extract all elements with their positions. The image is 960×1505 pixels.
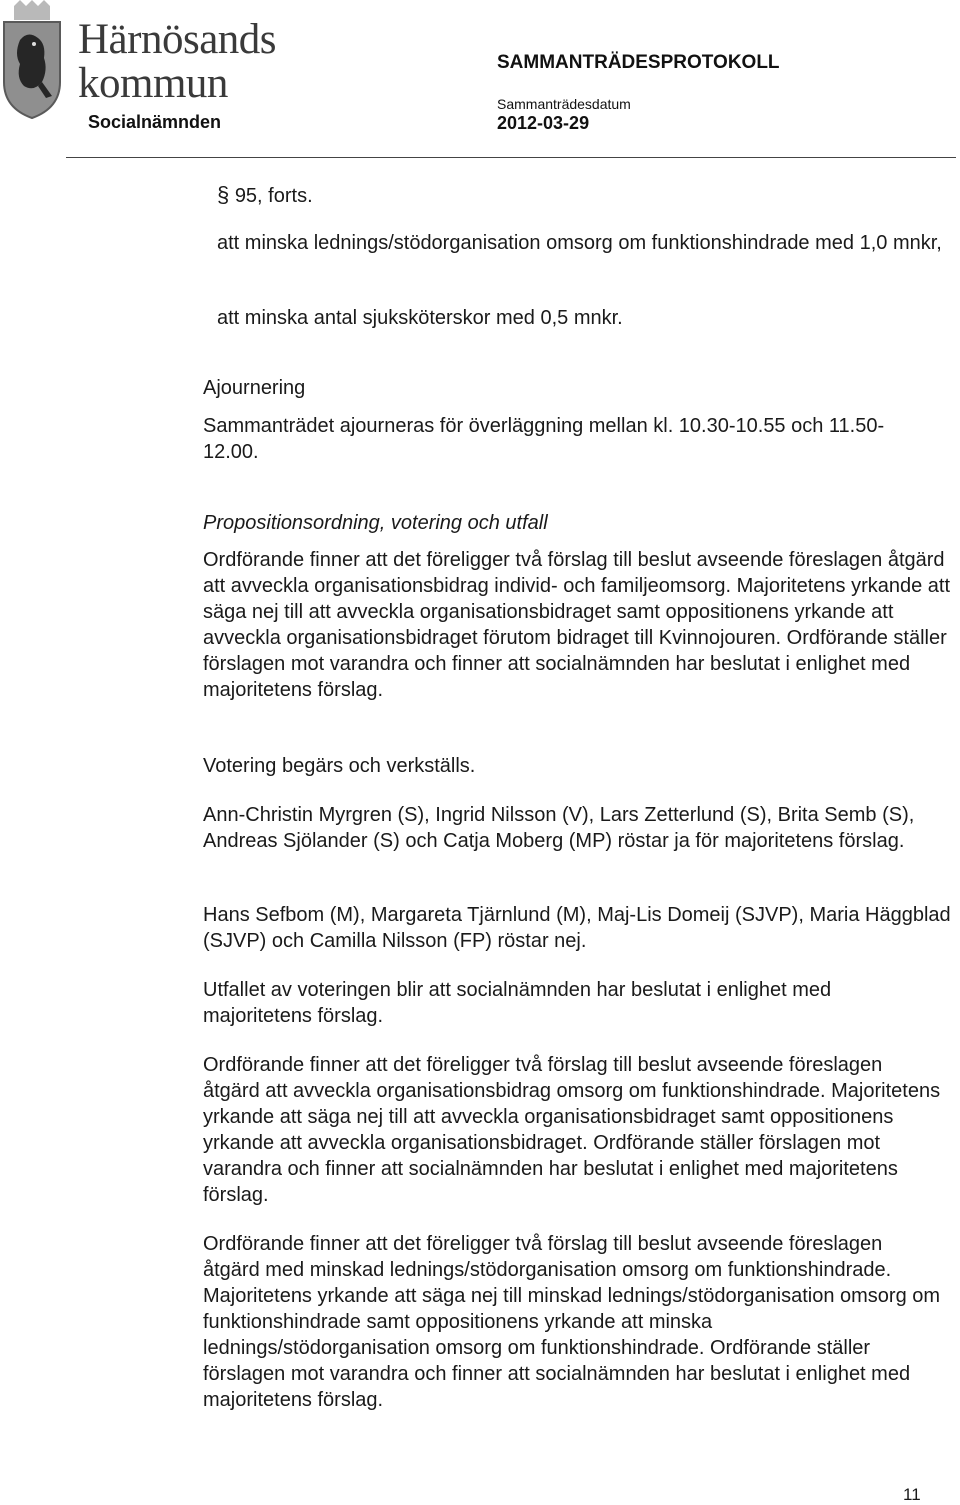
meeting-date-label: Sammanträdesdatum [497, 96, 631, 112]
logo-line-2: kommun [78, 60, 228, 107]
municipality-logo-text [78, 18, 276, 106]
meeting-date: 2012-03-29 [497, 113, 590, 133]
paragraph-utfall: Utfallet av voteringen blir att socialnämnden har beslutat i enlighet med majoritetens förslag. [203, 979, 832, 1027]
decision-point-1: att minska lednings/stödorganisation omsorg om funktionshindrade med 1,0 mnkr, [217, 232, 942, 254]
paragraph-omsorg-organisationsbidrag: Ordförande finner att det föreligger två förslag till beslut avseende föreslagen åtgärd att avveckla organisationsbidrag omsorg om funktionshindrade. Majoritetens yrkande att säga nej till att avveckla organisationsbidraget samt oppositionens yrkande att avveckla organisationsbidraget. Ordförande ställer förslagen mot varandra och finner att socialnämnden har beslutat i enlighet med majoritetens förslag. [203, 1054, 941, 1206]
page-number: 11 [903, 1485, 921, 1504]
section-heading [217, 182, 313, 208]
heading-ajournering: Ajournering [203, 377, 306, 399]
committee-name: Socialnämnden [88, 112, 222, 132]
paragraph-nej-roster: Hans Sefbom (M), Margareta Tjärnlund (M), Maj-Lis Domeij (SJVP), Maria Häggblad (SJVP) och Camilla Nilsson (FP) röstar nej. [203, 904, 951, 952]
section-title-text: 95, forts. [234, 185, 313, 207]
paragraph-votering: Votering begärs och verkställs. [203, 755, 476, 777]
header-divider [66, 157, 956, 158]
page-header [0, 0, 960, 160]
section-sign: § [217, 182, 230, 207]
logo-line-1: Härnösands [78, 16, 277, 63]
paragraph-ja-roster: Ann-Christin Myrgren (S), Ingrid Nilsson (V), Lars Zetterlund (S), Brita Semb (S), Andreas Sjölander (S) och Catja Moberg (MP) röstar ja för majoritetens förslag. [203, 804, 915, 852]
coat-of-arms-icon [0, 0, 64, 120]
paragraph-propositionsordning: Ordförande finner att det föreligger två förslag till beslut avseende föreslagen åtgärd att avveckla organisationsbidrag individ- och familjeomsorg. Majoritetens yrkande att säga nej till att avveckla organisationsbidraget samt oppositionens yrkande att avveckla organisationsbidraget förutom bidraget till Kvinnojouren. Ordförande ställer förslagen mot varandra och finner att socialnämnden har beslutat i enlighet med majoritetens förslag. [203, 549, 951, 701]
paragraph-ajournering: Sammanträdet ajourneras för överläggning mellan kl. 10.30-10.55 och 11.50-12.00. [203, 415, 885, 463]
decision-point-2: att minska antal sjuksköterskor med 0,5 mnkr. [217, 307, 623, 329]
heading-propositionsordning: Propositionsordning, votering och utfall [203, 512, 548, 534]
document-type: SAMMANTRÄDESPROTOKOLL [497, 52, 780, 73]
paragraph-ledning-stodorganisation: Ordförande finner att det föreligger två förslag till beslut avseende föreslagen åtgärd med minskad lednings/stödorganisation omsorg om funktionshindrade. Majoritetens yrkande att säga nej till minskad lednings/stödorganisation omsorg om funktionshindrade samt oppositionens yrkande att minska lednings/stödorganisation omsorg om funktionshindrade. Ordförande ställer förslagen mot varandra och finner att socialnämnden har beslutat i enlighet med majoritetens förslag. [203, 1233, 941, 1411]
